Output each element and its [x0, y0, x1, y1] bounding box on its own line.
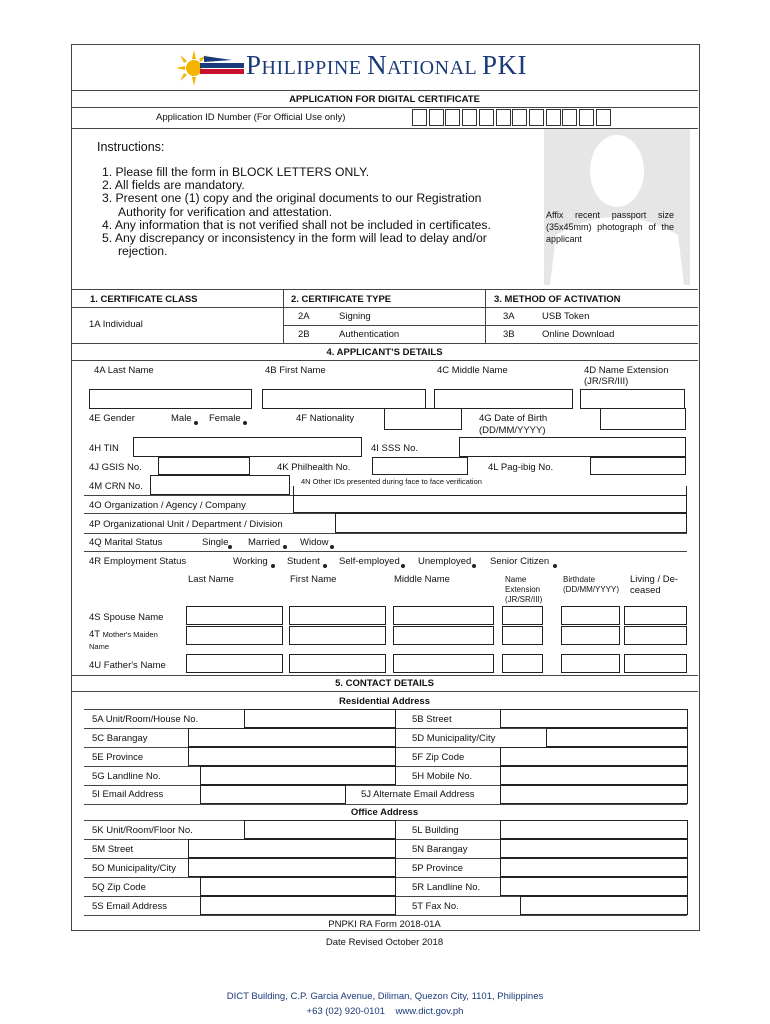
- section-5-title: 5. CONTACT DETAILS: [335, 678, 434, 689]
- family-name-cell[interactable]: [624, 606, 687, 625]
- senior-radio-icon[interactable]: [553, 564, 557, 568]
- label-gsis: 4J GSIS No.: [89, 462, 142, 473]
- option-usb-token[interactable]: USB Token: [542, 311, 590, 322]
- col-name-ext: Name: [505, 575, 527, 584]
- option-authentication[interactable]: Authentication: [339, 329, 400, 340]
- code-3a: 3A: [503, 311, 515, 322]
- male-radio-icon[interactable]: [194, 421, 198, 425]
- employment-working-option[interactable]: Working: [233, 556, 268, 567]
- instruction-item: 1. Please fill the form in BLOCK LETTERS ONLY.: [102, 165, 370, 179]
- label-5g: 5G Landline No.: [92, 771, 161, 782]
- app-id-digit-box[interactable]: [596, 109, 611, 126]
- instruction-item: 2. All fields are mandatory.: [102, 178, 245, 193]
- label-5i: 5I Email Address: [92, 789, 164, 800]
- label-tin: 4H TIN: [89, 443, 119, 454]
- family-name-cell[interactable]: [502, 606, 543, 625]
- family-name-cell[interactable]: [561, 606, 620, 625]
- employment-senior-option[interactable]: Senior Citizen: [490, 556, 550, 567]
- family-name-cell[interactable]: [624, 654, 687, 673]
- col-middle-name: Middle Name: [394, 574, 450, 585]
- female-radio-icon[interactable]: [243, 421, 247, 425]
- label-5k: 5K Unit/Room/Floor No.: [92, 825, 193, 836]
- col-last-name: Last Name: [188, 574, 234, 585]
- gender-female-option[interactable]: Female: [209, 413, 241, 424]
- r5c-field[interactable]: [188, 728, 396, 747]
- residential-address-heading: Residential Address: [339, 696, 430, 707]
- o5q-field[interactable]: [200, 877, 396, 896]
- o5r-field[interactable]: [500, 877, 688, 896]
- gsis-field[interactable]: [158, 457, 250, 475]
- app-id-digit-box[interactable]: [579, 109, 594, 126]
- date-revised: Date Revised October 2018: [325, 937, 444, 948]
- o5p-field[interactable]: [500, 858, 688, 877]
- label-marital-status: 4Q Marital Status: [89, 537, 163, 548]
- col-first-name: First Name: [290, 574, 337, 585]
- label-5c: 5C Barangay: [92, 733, 148, 744]
- label-spouse-name: 4S Spouse Name: [89, 612, 164, 623]
- family-name-cell[interactable]: [393, 626, 494, 645]
- label-sss: 4I SSS No.: [371, 443, 418, 454]
- family-name-cell[interactable]: [289, 626, 386, 645]
- label-first-name: 4B First Name: [265, 365, 326, 376]
- family-name-cell[interactable]: [393, 606, 494, 625]
- widow-radio-icon[interactable]: [330, 545, 334, 549]
- o5k-field[interactable]: [244, 820, 396, 839]
- label-date-of-birth: 4G Date of Birth: [479, 413, 548, 424]
- sss-field[interactable]: [459, 437, 686, 457]
- section-4-title: 4. APPLICANT’S DETAILS: [326, 347, 443, 358]
- option-signing[interactable]: Signing: [339, 311, 371, 322]
- instructions-heading: Instructions:: [97, 140, 165, 154]
- label-gender: 4E Gender: [89, 413, 135, 424]
- form-number: PNPKI RA Form 2018-01A: [328, 919, 441, 930]
- label-5f: 5F Zip Code: [412, 752, 465, 763]
- footer-contact: +63 (02) 920-0101 www.dict.gov.ph: [306, 1006, 464, 1017]
- label-5r: 5R Landline No.: [412, 882, 481, 893]
- app-id-digit-box[interactable]: [546, 109, 561, 126]
- family-name-cell[interactable]: [393, 654, 494, 673]
- o5t-field[interactable]: [520, 896, 688, 915]
- name-extension-field[interactable]: [580, 389, 685, 409]
- crn-field[interactable]: [150, 475, 290, 495]
- label-5o: 5O Municipality/City: [92, 863, 176, 874]
- marital-single-option[interactable]: Single: [202, 537, 229, 548]
- date-of-birth-field[interactable]: [600, 408, 686, 430]
- label-father-name: 4U Father's Name: [89, 660, 166, 671]
- code-3b: 3B: [503, 329, 515, 340]
- label-5a: 5A Unit/Room/House No.: [92, 714, 199, 725]
- working-radio-icon[interactable]: [271, 564, 275, 568]
- label-5e: 5E Province: [92, 752, 144, 763]
- col-name-ext-2: Extension: [505, 585, 541, 594]
- instruction-item: rejection.: [118, 244, 168, 259]
- tin-field[interactable]: [133, 437, 362, 457]
- organization-field[interactable]: [293, 495, 687, 513]
- r5d-field[interactable]: [546, 728, 688, 747]
- nationality-field[interactable]: [384, 408, 462, 430]
- married-radio-icon[interactable]: [283, 545, 287, 549]
- code-2a: 2A: [298, 311, 310, 322]
- footer-address: DICT Building, C.P. Garcia Avenue, Diliman, Quezon City, 1101, Philippines: [226, 991, 544, 1002]
- family-name-cell[interactable]: [289, 606, 386, 625]
- office-address-heading: Office Address: [350, 807, 419, 818]
- marital-married-option[interactable]: Married: [248, 537, 281, 548]
- section-1-title: 1. CERTIFICATE CLASS: [90, 294, 198, 305]
- first-name-field[interactable]: [262, 389, 426, 409]
- instructions-list: [102, 166, 491, 258]
- label-5q: 5Q Zip Code: [92, 882, 146, 893]
- label-dob-format: (DD/MM/YYYY): [479, 425, 546, 436]
- col-name-ext-3: (JR/SR/III): [505, 595, 543, 604]
- label-nationality: 4F Nationality: [296, 413, 355, 424]
- app-id-label: Application ID Number (For Official Use only): [156, 112, 346, 123]
- label-mother-name-2: Name: [89, 642, 110, 651]
- label-middle-name: 4C Middle Name: [437, 365, 508, 376]
- label-employment-status: 4R Employment Status: [89, 556, 187, 567]
- philhealth-field[interactable]: [372, 457, 468, 475]
- family-name-cell[interactable]: [624, 626, 687, 645]
- label-5p: 5P Province: [412, 863, 464, 874]
- family-name-cell[interactable]: [561, 626, 620, 645]
- form-title: APPLICATION FOR DIGITAL CERTIFICATE: [289, 94, 480, 105]
- org-unit-field[interactable]: [335, 513, 687, 533]
- middle-name-field[interactable]: [434, 389, 573, 409]
- family-name-cell[interactable]: [186, 626, 283, 645]
- r5h-field[interactable]: [500, 766, 688, 785]
- family-name-cell[interactable]: [186, 606, 283, 625]
- brand-title: PHILIPPINE NATIONAL PKI: [246, 50, 528, 80]
- label-pagibig: 4L Pag-ibig No.: [488, 462, 554, 473]
- instruction-item: 3. Present one (1) copy and the original documents to our Registration: [102, 191, 482, 206]
- self-employed-radio-icon[interactable]: [401, 564, 405, 568]
- app-id-digit-box[interactable]: [479, 109, 494, 126]
- app-id-digit-box[interactable]: [512, 109, 527, 126]
- photo-caption: Affix recent passport size (35x45mm) photograph of the applicant: [546, 210, 674, 244]
- label-org-unit: 4P Organizational Unit / Department / Division: [89, 519, 283, 530]
- employment-unemployed-option[interactable]: Unemployed: [418, 556, 472, 567]
- student-radio-icon[interactable]: [323, 564, 327, 568]
- label-crn: 4M CRN No.: [89, 481, 143, 492]
- o5m-field[interactable]: [188, 839, 396, 858]
- o5l-field[interactable]: [500, 820, 688, 839]
- col-living: Living / De-: [630, 574, 679, 585]
- app-id-digit-box[interactable]: [462, 109, 477, 126]
- label-5m: 5M Street: [92, 844, 134, 855]
- section-2-title: 2. CERTIFICATE TYPE: [291, 294, 392, 305]
- col-living-2: ceased: [630, 585, 661, 596]
- family-name-cell[interactable]: [561, 654, 620, 673]
- r5a-field[interactable]: [244, 709, 396, 728]
- app-id-digit-box[interactable]: [429, 109, 444, 126]
- label-mother-name: 4T Mother's Maiden: [89, 629, 158, 640]
- app-id-digit-box[interactable]: [412, 109, 427, 126]
- single-radio-icon[interactable]: [228, 545, 232, 549]
- family-name-cell[interactable]: [502, 626, 543, 645]
- label-5l: 5L Building: [412, 825, 459, 836]
- r5b-field[interactable]: [500, 709, 688, 728]
- gender-male-option[interactable]: Male: [171, 413, 192, 424]
- instruction-item: 5. Any discrepancy or inconsistency in the form will lead to delay and/or: [102, 231, 487, 246]
- code-2b: 2B: [298, 329, 310, 340]
- unemployed-radio-icon[interactable]: [472, 564, 476, 568]
- label-5h: 5H Mobile No.: [412, 771, 473, 782]
- o5s-field[interactable]: [200, 896, 396, 915]
- employment-self-employed-option[interactable]: Self-employed: [339, 556, 400, 567]
- label-name-extension-format: (JR/SR/III): [584, 376, 629, 387]
- family-name-cell[interactable]: [289, 654, 386, 673]
- photo-placeholder-icon[interactable]: [544, 129, 690, 285]
- marital-widow-option[interactable]: Widow: [300, 537, 329, 548]
- r5e-field[interactable]: [188, 747, 396, 766]
- r5g-field[interactable]: [200, 766, 396, 785]
- option-online-download[interactable]: Online Download: [542, 329, 615, 340]
- col-birthdate-format: (DD/MM/YYYY): [563, 585, 619, 594]
- label-name-extension: 4D Name Extension: [584, 365, 669, 376]
- family-name-cell[interactable]: [186, 654, 283, 673]
- employment-student-option[interactable]: Student: [287, 556, 320, 567]
- label-5d: 5D Municipality/City: [412, 733, 496, 744]
- label-5n: 5N Barangay: [412, 844, 468, 855]
- pagibig-field[interactable]: [590, 457, 686, 475]
- instruction-item: Authority for verification and attestation.: [118, 204, 333, 219]
- section-3-title: 3. METHOD OF ACTIVATION: [494, 294, 621, 305]
- option-individual[interactable]: 1A Individual: [89, 319, 143, 330]
- label-last-name: 4A Last Name: [94, 365, 154, 376]
- label-5s: 5S Email Address: [92, 901, 167, 912]
- label-organization: 4O Organization / Agency / Company: [89, 500, 246, 511]
- label-5j: 5J Alternate Email Address: [361, 789, 475, 800]
- app-id-digit-box[interactable]: [529, 109, 544, 126]
- app-id-digit-box[interactable]: [445, 109, 460, 126]
- col-birthdate: Birthdate: [563, 575, 596, 584]
- label-5t: 5T Fax No.: [412, 901, 459, 912]
- app-id-digit-box[interactable]: [562, 109, 577, 126]
- r5j-field[interactable]: [500, 785, 688, 804]
- last-name-field[interactable]: [89, 389, 252, 409]
- instruction-item: 4. Any information that is not verified shall not be included in certificates.: [102, 217, 491, 232]
- r5i-field[interactable]: [200, 785, 346, 804]
- label-other-ids: 4N Other IDs presented during face to face verification: [301, 477, 482, 486]
- label-5b: 5B Street: [412, 714, 452, 725]
- o5n-field[interactable]: [500, 839, 688, 858]
- footer-website-link[interactable]: www.dict.gov.ph: [395, 1006, 464, 1017]
- app-id-digit-box[interactable]: [496, 109, 511, 126]
- family-name-cell[interactable]: [502, 654, 543, 673]
- label-philhealth: 4K Philhealth No.: [277, 462, 351, 473]
- r5f-field[interactable]: [500, 747, 688, 766]
- o5o-field[interactable]: [188, 858, 396, 877]
